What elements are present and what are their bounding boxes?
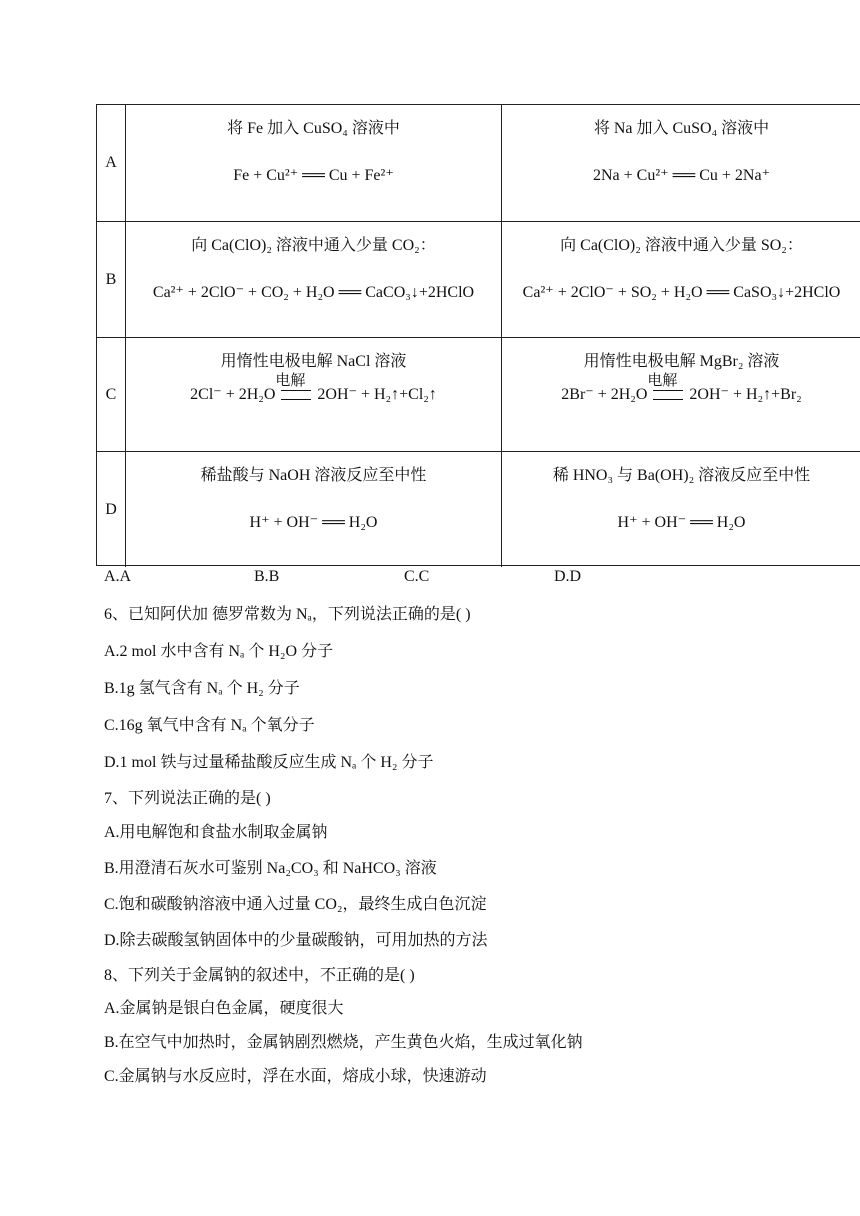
cell-left — [126, 222, 502, 337]
table-row-c — [97, 337, 860, 451]
table-row-b — [97, 221, 860, 337]
equation-products: 2OH⁻ + H₂↑+Cl₂↑ — [317, 386, 437, 403]
cell-right — [502, 222, 860, 337]
ionic-equation: Fe + Cu²⁺ ══ Cu + Fe²⁺ — [233, 167, 394, 184]
row-label: A — [97, 105, 126, 221]
equation-products: 2OH⁻ + H₂↑+Br₂ — [689, 386, 802, 403]
ionic-equation: Ca²⁺ + 2ClO⁻ + CO₂ + H₂O ══ CaCO₃↓+2HClO — [152, 284, 475, 301]
question-6-option-d[interactable]: D.1 mol 铁与过量稀盐酸反应生成 Nₐ 个 H₂ 分子 — [104, 754, 434, 771]
reaction-condition — [275, 373, 311, 400]
cell-right — [502, 452, 860, 567]
row-label: B — [97, 222, 126, 337]
ionic-equation — [126, 373, 501, 404]
row-label: D — [97, 452, 126, 567]
question-6-option-b[interactable]: B.1g 氢气含有 Nₐ 个 H₂ 分子 — [104, 680, 300, 697]
question-7-option-d[interactable]: D.除去碳酸氢钠固体中的少量碳酸钠，可用加热的方法 — [104, 932, 488, 949]
question-6-option-a[interactable]: A.2 mol 水中含有 Nₐ 个 H₂O 分子 — [104, 643, 334, 660]
ionic-equation: Ca²⁺ + 2ClO⁻ + SO₂ + H₂O ══ CaSO₃↓+2HClO — [522, 284, 841, 301]
cell-right — [502, 338, 860, 451]
cell-description: 向 Ca(ClO)₂ 溶液中通入少量 SO₂： — [560, 237, 803, 254]
equation-reactants: 2Cl⁻ + 2H₂O — [190, 386, 276, 403]
ionic-equation: 2Na + Cu²⁺ ══ Cu + 2Na⁺ — [592, 167, 771, 184]
table-row-a — [97, 105, 860, 221]
question-7-stem: 7、下列说法正确的是( ) — [104, 790, 271, 807]
question-8-option-b[interactable]: B.在空气中加热时，金属钠剧烈燃烧，产生黄色火焰，生成过氧化钠 — [104, 1034, 583, 1051]
cell-right — [502, 105, 860, 221]
comparison-table — [96, 104, 860, 566]
choice-b[interactable]: B.B — [254, 568, 280, 585]
choice-c[interactable]: C.C — [404, 568, 430, 585]
equation-reactants: 2Br⁻ + 2H₂O — [561, 386, 648, 403]
ionic-equation: H⁺ + OH⁻ ══ H₂O — [249, 514, 378, 531]
question-8-option-c[interactable]: C.金属钠与水反应时，浮在水面，熔成小球，快速游动 — [104, 1068, 487, 1085]
cell-description: 将 Na 加入 CuSO₄ 溶液中 — [593, 120, 770, 137]
question-7-option-c[interactable]: C.饱和碳酸钠溶液中通入过量 CO₂，最终生成白色沉淀 — [104, 896, 487, 913]
cell-description: 稀盐酸与 NaOH 溶液反应至中性 — [200, 467, 427, 484]
cell-description: 向 Ca(ClO)₂ 溶液中通入少量 CO₂： — [191, 237, 436, 254]
condition-label: 电解 — [275, 373, 306, 390]
question-7-option-a[interactable]: A.用电解饱和食盐水制取金属钠 — [104, 824, 328, 841]
cell-left — [126, 452, 502, 567]
answer-choices-q5 — [104, 568, 704, 590]
cell-left — [126, 338, 502, 451]
cell-description: 稀 HNO₃ 与 Ba(OH)₂ 溶液反应至中性 — [552, 467, 811, 484]
reaction-condition — [647, 373, 683, 400]
condition-label: 电解 — [647, 373, 678, 390]
choice-a[interactable]: A.A — [104, 568, 132, 585]
question-6-stem: 6、已知阿伏加 德罗常数为 Nₐ，下列说法正确的是( ) — [104, 606, 471, 623]
row-label: C — [97, 338, 126, 451]
question-7-option-b[interactable]: B.用澄清石灰水可鉴别 Na₂CO₃ 和 NaHCO₃ 溶液 — [104, 860, 437, 877]
cell-left — [126, 105, 502, 221]
cell-description: 将 Fe 加入 CuSO₄ 溶液中 — [227, 120, 400, 137]
question-8-option-a[interactable]: A.金属钠是银白色金属，硬度很大 — [104, 1000, 344, 1017]
question-6-option-c[interactable]: C.16g 氧气中含有 Nₐ 个氧分子 — [104, 717, 315, 734]
ionic-equation — [502, 373, 860, 404]
table-row-d — [97, 451, 860, 567]
cell-description: 用惰性电极电解 NaCl 溶液 — [220, 353, 407, 370]
cell-description: 用惰性电极电解 MgBr₂ 溶液 — [583, 353, 780, 370]
ionic-equation: H⁺ + OH⁻ ══ H₂O — [617, 514, 746, 531]
question-8-stem: 8、下列关于金属钠的叙述中，不正确的是( ) — [104, 967, 415, 984]
choice-d[interactable]: D.D — [554, 568, 582, 585]
